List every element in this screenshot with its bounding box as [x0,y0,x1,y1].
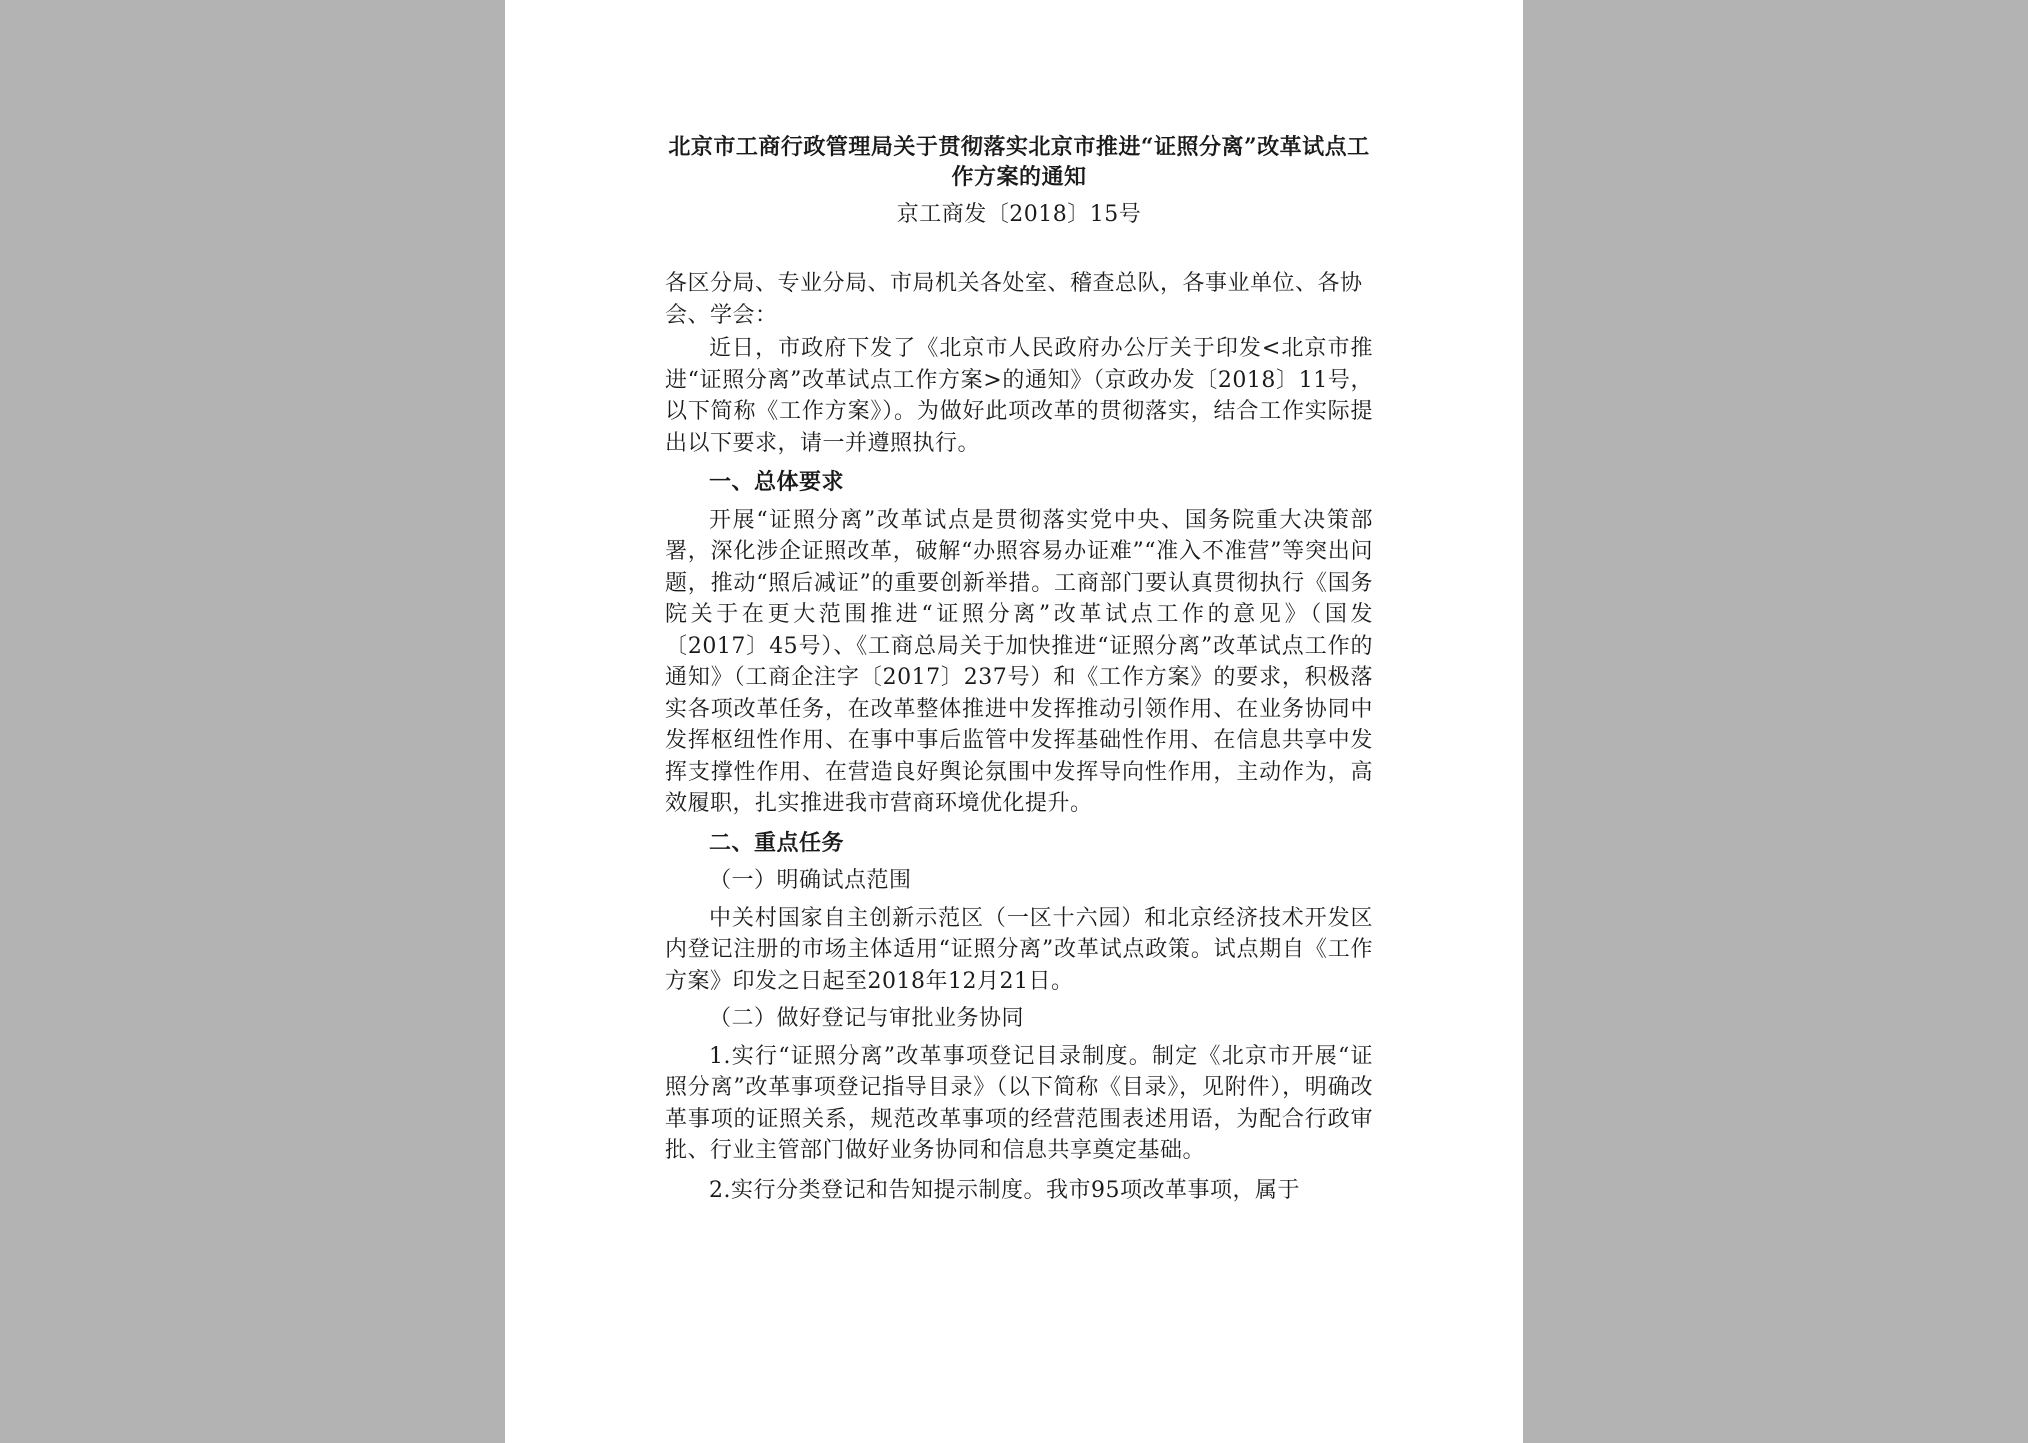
subheading-pilot-scope: （一）明确试点范围 [709,868,912,893]
section-heading-key-tasks: 二、重点任务 [709,830,845,856]
general-requirements-paragraph: 开展“证照分离”改革试点是贯彻落实党中央、国务院重大决策部署，深化涉企证照改革，破解“办照容易办证难”“准入不准营”等突出问题，推动“照后减证”的重要创新举措。工商部门要认真贯彻执行《国务院关于在更大范围推进“证照分离”改革试点工作的意见》（国发〔2017〕45号）、《工商总局关于加快推进“证照分离”改革试点工作的通知》（工商企注字〔2017〕237号）和《工作方案》的要求，积极落实各项改革任务，在改革整体推进中发挥推动引领作用、在业务协同中发挥枢纽性作用、在事中事后监管中发挥基础性作用、在信息共享中发挥支撑性作用、在营造良好舆论氛围中发挥导向性作用，主动作为，高效履职，扎实推进我市营商环境优化提升。 [665,507,1373,816]
subheading-registration-coordination: （二）做好登记与审批业务协同 [709,1006,1025,1031]
pilot-scope-paragraph: 中关村国家自主创新示范区（一区十六园）和北京经济技术开发区内登记注册的市场主体适用“证照分离”改革试点政策。试点期自《工作方案》印发之日起至2018年12月21日。 [665,905,1373,994]
item-1-paragraph: 1.实行“证照分离”改革事项登记目录制度。制定《北京市开展“证照分离”改革事项登记指导目录》（以下简称《目录》，见附件），明确改革事项的证照关系，规范改革事项的经营范围表述用语，为配合行政审批、行业主管部门做好业务协同和信息共享奠定基础。 [665,1043,1373,1163]
item-2-paragraph: 2.实行分类登记和告知提示制度。我市95项改革事项，属于 [709,1177,1300,1203]
document-page [505,0,1523,1443]
section-heading-general-requirements: 一、总体要求 [709,470,845,495]
document-number: 京工商发〔2018〕15号 [896,202,1142,227]
document-title: 北京市工商行政管理局关于贯彻落实北京市推进“证照分离”改革试点工作方案的通知 [668,134,1370,190]
intro-paragraph: 近日，市政府下发了《北京市人民政府办公厅关于印发<北京市推进“证照分离”改革试点工作方案>的通知》（京政办发〔2018〕11号，以下简称《工作方案》）。为做好此项改革的贯彻落实，结合工作实际提出以下要求，请一并遵照执行。 [665,336,1373,456]
salutation: 各区分局、专业分局、市局机关各处室、稽查总队，各事业单位、各协会、学会： [665,271,1363,328]
